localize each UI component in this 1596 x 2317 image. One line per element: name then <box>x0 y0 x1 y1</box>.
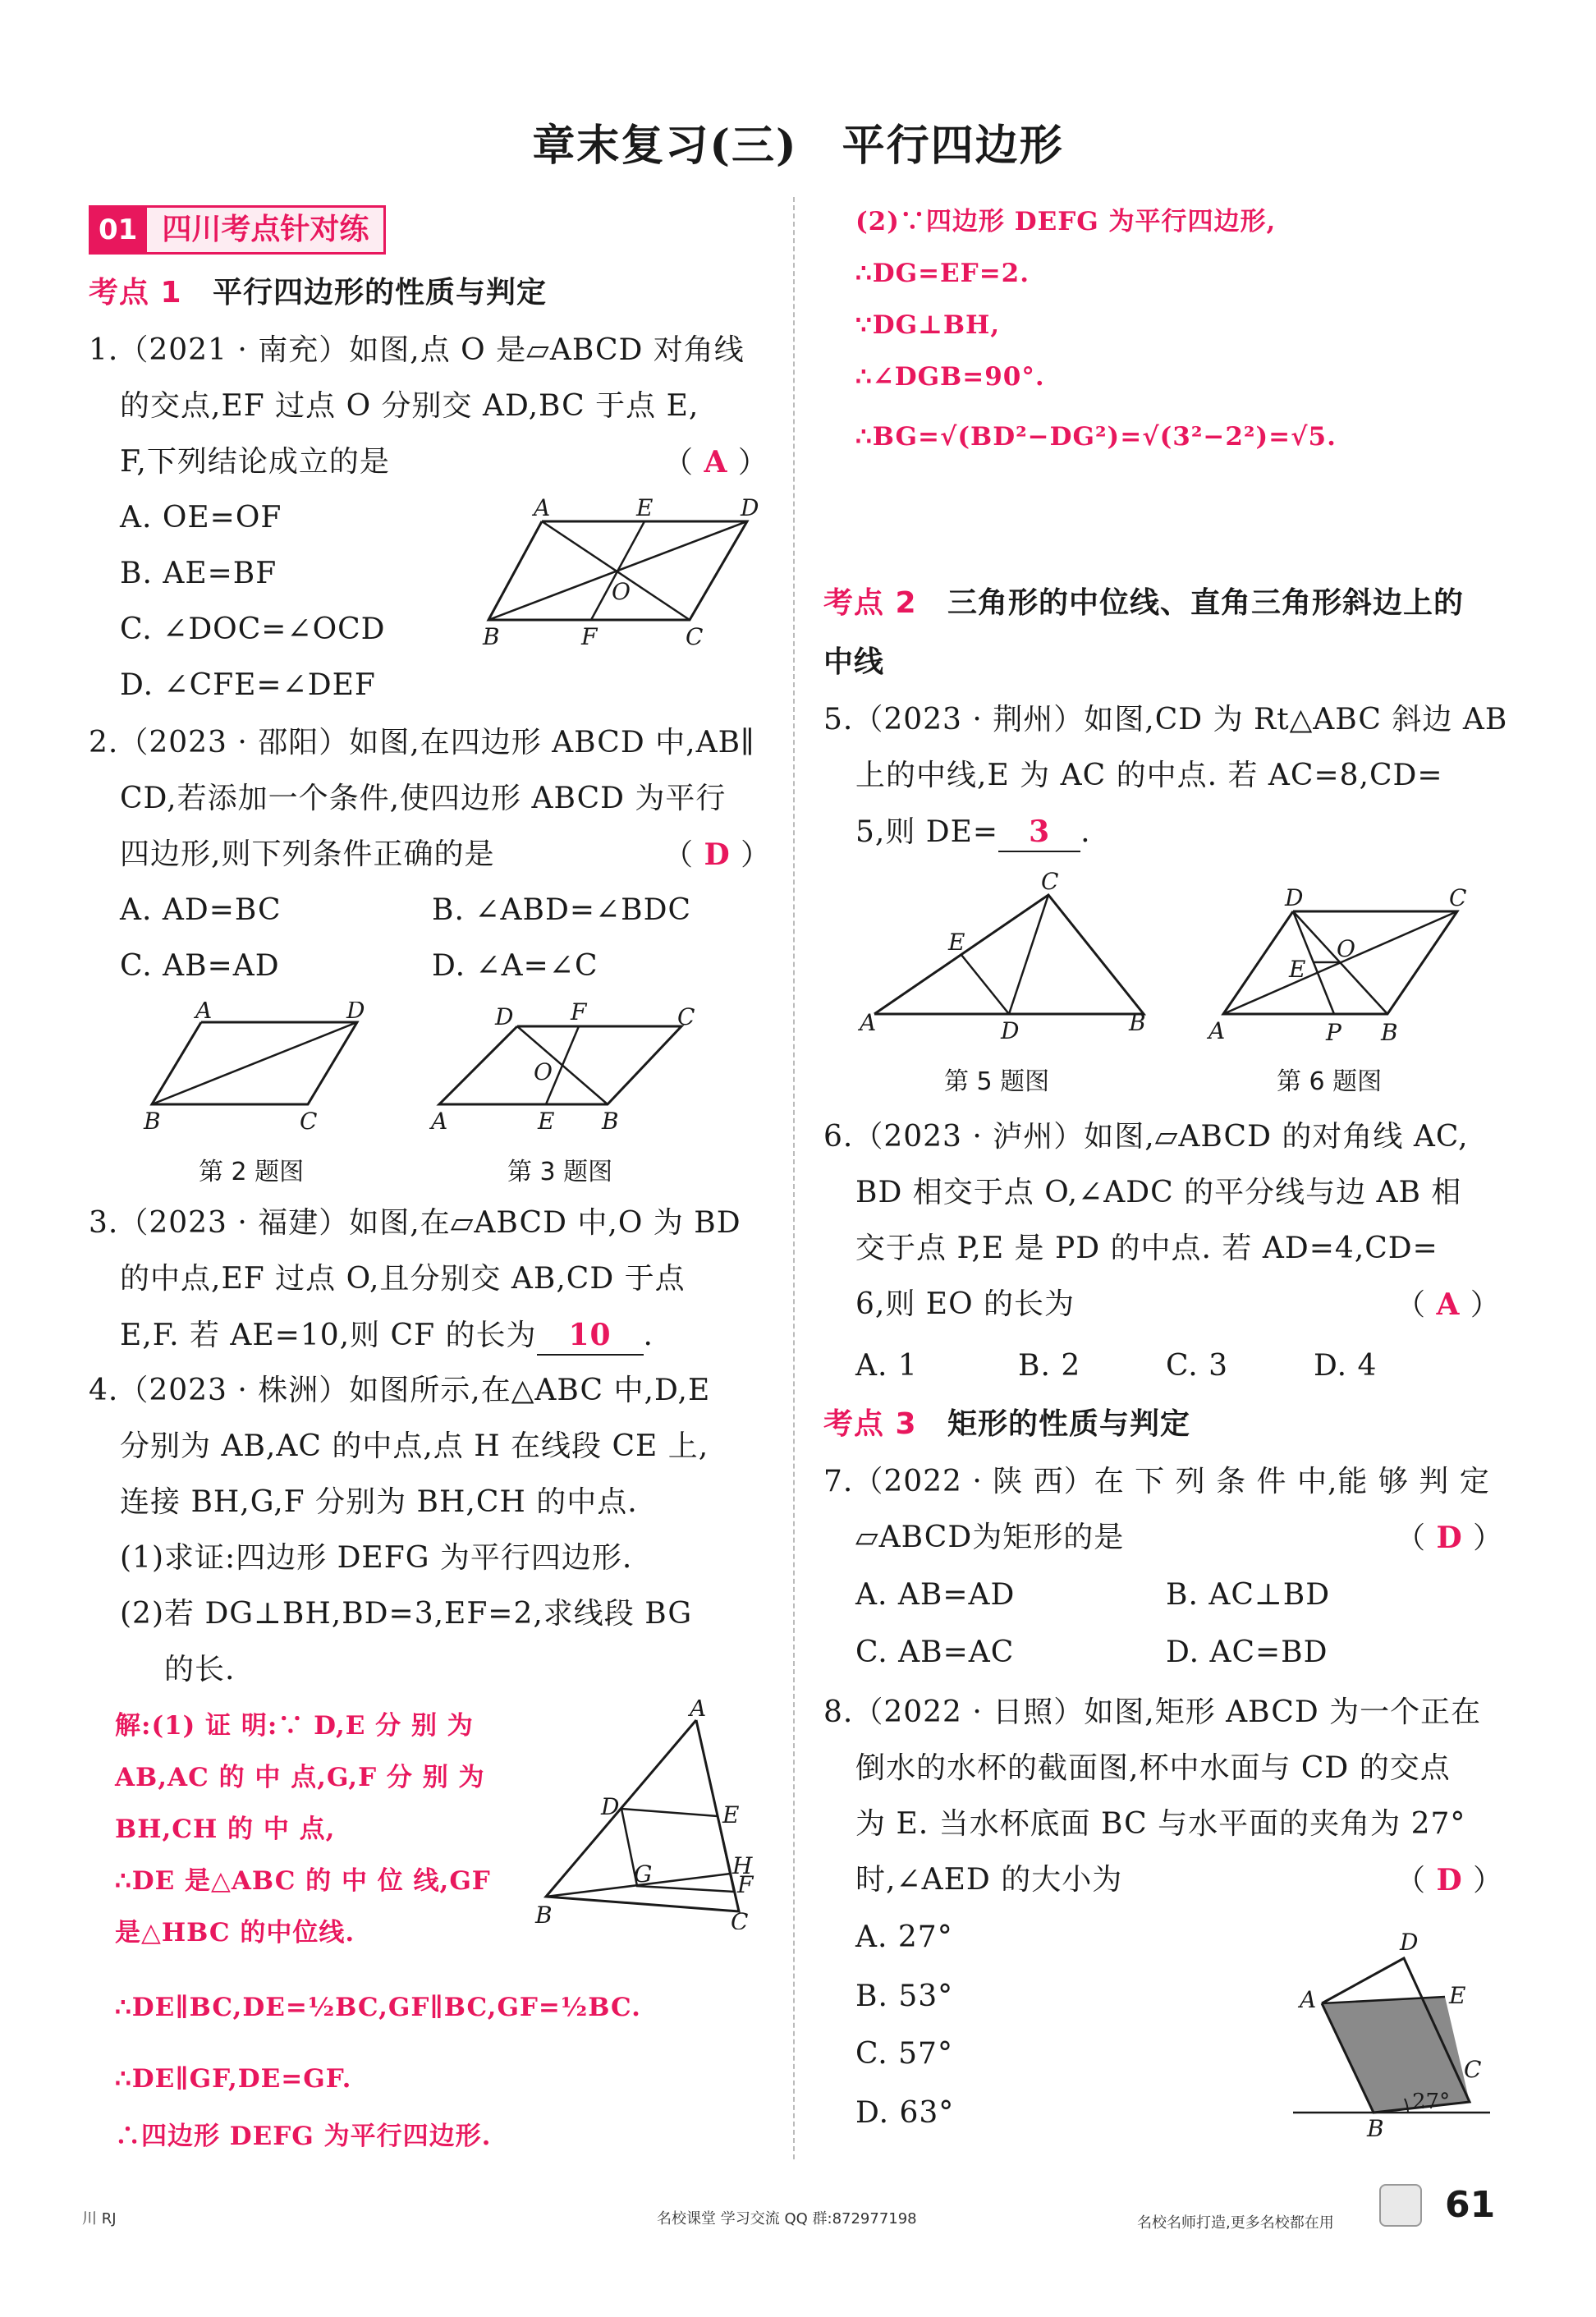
q2-answer-value: D <box>704 837 731 872</box>
q4-line3: 连接 BH,G,F 分别为 BH,CH 的中点. <box>120 1485 638 1519</box>
kp1-title: 平行四边形的性质与判定 <box>212 276 547 310</box>
q6-line3: 交于点 P,E 是 PD 的中点. 若 AD=4,CD= <box>855 1232 1438 1265</box>
q3-line3-text: E,F. 若 AE=10,则 CF 的长为 <box>120 1319 537 1352</box>
q2-line3: 四边形,则下列条件正确的是 <box>120 837 495 871</box>
q5-label-c: C <box>1041 868 1059 895</box>
q1-line2: 的交点,EF 过点 O 分别交 AD,BC 于点 E, <box>120 389 699 423</box>
sol4-line6: ∴DE∥BC,DE=½BC,GF∥BC,GF=½BC. <box>115 1993 641 2022</box>
q4-line2: 分别为 AB,AC 的中点,点 H 在线段 CE 上, <box>120 1429 709 1463</box>
q6-figure <box>1199 883 1478 1047</box>
sol4-r3: ∵DG⊥BH, <box>855 310 1001 340</box>
kp3-title: 矩形的性质与判定 <box>947 1407 1190 1441</box>
q5-line3: 5,则 DE= 3 . <box>855 814 1091 852</box>
q8-option-b: B. 53° <box>855 1980 954 2013</box>
q8-option-d: D. 63° <box>855 2096 955 2130</box>
sol4-r2: ∴DG=EF=2. <box>855 259 1030 288</box>
q6-line1: 6.（2023 · 泸州）如图,▱ABCD 的对角线 AC, <box>823 1120 1469 1154</box>
q6-label-e: E <box>1289 956 1306 983</box>
footer-center: 名校课堂 学习交流 QQ 群:872977198 <box>657 2210 917 2228</box>
q3-answer-value: 10 <box>568 1318 612 1352</box>
q6-label-o: O <box>1337 935 1355 962</box>
q4-label-e: E <box>722 1801 740 1828</box>
q8-label-b: B <box>1367 2115 1384 2142</box>
q6-line2: BD 相交于点 O,∠ADC 的平分线与边 AB 相 <box>855 1176 1462 1209</box>
section-badge-number: 01 <box>89 205 147 255</box>
page-title: 章末复习(三) 平行四边形 <box>532 121 1064 171</box>
q4-line1: 4.（2023 · 株洲）如图所示,在△ABC 中,D,E <box>89 1374 711 1407</box>
q7-option-a: A. AB=AD <box>855 1578 1016 1612</box>
q8-option-c: C. 57° <box>855 2037 953 2071</box>
q4-part2-cont: 的长. <box>164 1653 236 1686</box>
q4-part1: (1)求证:四边形 DEFG 为平行四边形. <box>120 1541 633 1575</box>
q6-label-d: D <box>1285 884 1304 911</box>
kp3-heading <box>823 1406 1190 1443</box>
q3-label-b: B <box>602 1108 619 1135</box>
q2-option-c: C. AB=AD <box>120 949 280 983</box>
q4-label-g: G <box>634 1860 653 1888</box>
q6-label-c: C <box>1449 884 1467 911</box>
q1-label-b: B <box>483 623 500 650</box>
q4-label-a: A <box>690 1700 707 1722</box>
q1-option-a: A. OE=OF <box>120 501 282 535</box>
q3-label-c: C <box>677 1003 695 1030</box>
q2-option-d: D. ∠A=∠C <box>432 949 598 983</box>
q7-option-c: C. AB=AC <box>855 1636 1015 1669</box>
q8-line4: 时,∠AED 的大小为 <box>855 1863 1123 1897</box>
q1-option-b: B. AE=BF <box>120 557 277 590</box>
q3-label-e: E <box>538 1108 555 1135</box>
q3-label-a: A <box>431 1108 448 1135</box>
q3-figure <box>427 1002 706 1137</box>
q5-line1: 5.（2023 · 荆州）如图,CD 为 Rt△ABC 斜边 AB <box>823 703 1508 736</box>
q8-label-d: D <box>1400 1929 1419 1956</box>
q5-label-d: D <box>1001 1017 1020 1043</box>
page-number: 61 <box>1445 2184 1496 2226</box>
q4-label-f: F <box>737 1871 754 1898</box>
sol4-line2: AB,AC 的 中 点,G,F 分 别 为 <box>115 1763 485 1792</box>
q8-answer: （ D ） <box>1396 1863 1504 1897</box>
q2-caption: 第 2 题图 <box>199 1158 305 1186</box>
q6-option-c: C. 3 <box>1166 1349 1229 1383</box>
q1-label-d: D <box>741 494 759 521</box>
sol4-line7: ∴DE∥GF,DE=GF. <box>115 2064 352 2094</box>
footer-left: 川 RJ <box>82 2210 117 2228</box>
q7-line2: ▱ABCD为矩形的是 <box>855 1521 1125 1554</box>
q3-label-f: F <box>571 1002 587 1025</box>
footer-right: 名校名师打造,更多名校都在用 <box>1137 2214 1334 2232</box>
q2-figure <box>140 1002 378 1137</box>
q7-option-d: D. AC=BD <box>1166 1636 1328 1669</box>
q8-option-a: A. 27° <box>855 1920 953 1954</box>
q5-line2: 上的中线,E 为 AC 的中点. 若 AC=8,CD= <box>855 759 1443 792</box>
q6-option-d: D. 4 <box>1314 1349 1378 1383</box>
section-badge-label: 四川考点针对练 <box>147 205 386 255</box>
column-divider <box>793 197 795 2159</box>
q2-label-d: D <box>346 1002 365 1024</box>
q4-part2: (2)若 DG⊥BH,BD=3,EF=2,求线段 BG <box>120 1597 693 1631</box>
q6-label-a: A <box>1208 1017 1226 1044</box>
q5-figure <box>850 866 1162 1043</box>
sol4-line5: 是△HBC 的中位线. <box>115 1918 355 1948</box>
q5-label-b: B <box>1129 1009 1146 1036</box>
q8-line1: 8.（2022 · 日照）如图,矩形 ABCD 为一个正在 <box>823 1695 1482 1729</box>
q8-answer-value: D <box>1436 1863 1463 1897</box>
q5-label-a: A <box>860 1009 877 1036</box>
q5-label-e: E <box>948 929 965 956</box>
q3-line2: 的中点,EF 过点 O,且分别交 AB,CD 于点 <box>120 1262 686 1296</box>
q7-answer: （ D ） <box>1396 1521 1504 1555</box>
q2-label-b: B <box>144 1108 161 1135</box>
kp2-title-cont: 中线 <box>823 645 885 679</box>
q1-label-e: E <box>636 494 654 521</box>
sol4-r4: ∴∠DGB=90°. <box>855 362 1045 392</box>
q2-label-a: A <box>195 1002 213 1024</box>
q2-line2: CD,若添加一个条件,使四边形 ABCD 为平行 <box>120 782 727 815</box>
kp2-title: 三角形的中位线、直角三角形斜边上的 <box>947 586 1464 620</box>
q1-answer: （ A ） <box>663 445 768 479</box>
sol4-r1: (2)∵四边形 DEFG 为平行四边形, <box>855 207 1277 236</box>
q4-label-b: B <box>535 1902 553 1929</box>
kp3-tag: 考点 3 <box>823 1407 917 1441</box>
q4-label-c: C <box>731 1908 749 1929</box>
q1-answer-value: A <box>704 445 728 479</box>
q2-line1: 2.（2023 · 邵阳）如图,在四边形 ABCD 中,AB∥ <box>89 726 755 759</box>
q2-option-b: B. ∠ABD=∠BDC <box>432 893 692 927</box>
q1-option-d: D. ∠CFE=∠DEF <box>120 668 376 702</box>
q7-answer-value: D <box>1436 1521 1463 1555</box>
section-badge <box>89 205 386 255</box>
q8-label-angle: 27° <box>1412 2090 1451 2114</box>
q8-label-c: C <box>1464 2056 1482 2083</box>
q2-answer: （ D ） <box>663 837 772 872</box>
q8-figure <box>1285 1921 1498 2143</box>
q4-label-h: H <box>732 1852 753 1879</box>
q4-label-d: D <box>601 1793 620 1820</box>
q3-line1: 3.（2023 · 福建）如图,在▱ABCD 中,O 为 BD <box>89 1206 741 1240</box>
q1-line3: F,下列结论成立的是 <box>120 445 390 479</box>
q1-label-c: C <box>686 623 704 650</box>
q4-figure <box>525 1700 772 1929</box>
q3-label-d: D <box>495 1003 514 1030</box>
q6-label-p: P <box>1326 1019 1341 1046</box>
q6-label-b: B <box>1381 1019 1398 1046</box>
q5-caption: 第 5 题图 <box>944 1067 1050 1096</box>
sol4-line8: ∴四边形 DEFG 为平行四边形. <box>115 2122 492 2151</box>
q5-answer-value: 3 <box>1029 814 1051 849</box>
q6-answer: （ A ） <box>1396 1287 1501 1322</box>
q6-caption: 第 6 题图 <box>1277 1067 1383 1096</box>
q2-option-a: A. AD=BC <box>120 893 282 927</box>
q8-label-a: A <box>1300 1986 1317 2013</box>
q8-line2: 倒水的水杯的截面图,杯中水面与 CD 的交点 <box>855 1751 1451 1785</box>
q6-line4: 6,则 EO 的长为 <box>855 1287 1075 1321</box>
footer-logo-icon <box>1379 2184 1422 2227</box>
sol4-r5: ∴BG=√(BD²−DG²)=√(3²−2²)=√5. <box>855 422 1337 452</box>
sol4-line3: BH,CH 的 中 点, <box>115 1815 336 1844</box>
q1-label-a: A <box>534 494 551 521</box>
q1-label-o: O <box>612 578 631 605</box>
q7-line1: 7.（2022 · 陕 西）在 下 列 条 件 中,能 够 判 定 <box>823 1465 1490 1498</box>
kp2-tag: 考点 2 <box>823 586 917 620</box>
kp2-heading <box>823 585 1464 622</box>
q3-line3: E,F. 若 AE=10,则 CF 的长为 10 . <box>120 1317 654 1356</box>
kp1-tag: 考点 1 <box>89 276 182 310</box>
q3-caption: 第 3 题图 <box>507 1158 613 1186</box>
q6-option-a: A. 1 <box>855 1349 918 1383</box>
q8-line3: 为 E. 当水杯底面 BC 与水平面的夹角为 27° <box>855 1807 1466 1841</box>
q2-label-c: C <box>300 1108 318 1135</box>
kp1-heading <box>89 275 547 311</box>
q1-option-c: C. ∠DOC=∠OCD <box>120 613 386 646</box>
sol4-line1: 解:(1) 证 明:∵ D,E 分 别 为 <box>115 1711 474 1741</box>
q6-option-b: B. 2 <box>1018 1349 1081 1383</box>
q5-line3-text: 5,则 DE= <box>855 815 999 849</box>
q1-line1: 1.（2021 · 南充）如图,点 O 是▱ABCD 对角线 <box>89 333 745 367</box>
q1-figure <box>476 493 772 657</box>
q1-label-f: F <box>581 623 598 650</box>
q7-option-b: B. AC⊥BD <box>1166 1578 1331 1612</box>
q3-label-o: O <box>534 1058 553 1085</box>
sol4-line4: ∴DE 是△ABC 的 中 位 线,GF <box>115 1866 491 1896</box>
q8-label-e: E <box>1449 1982 1466 2009</box>
q6-answer-value: A <box>1436 1287 1461 1322</box>
